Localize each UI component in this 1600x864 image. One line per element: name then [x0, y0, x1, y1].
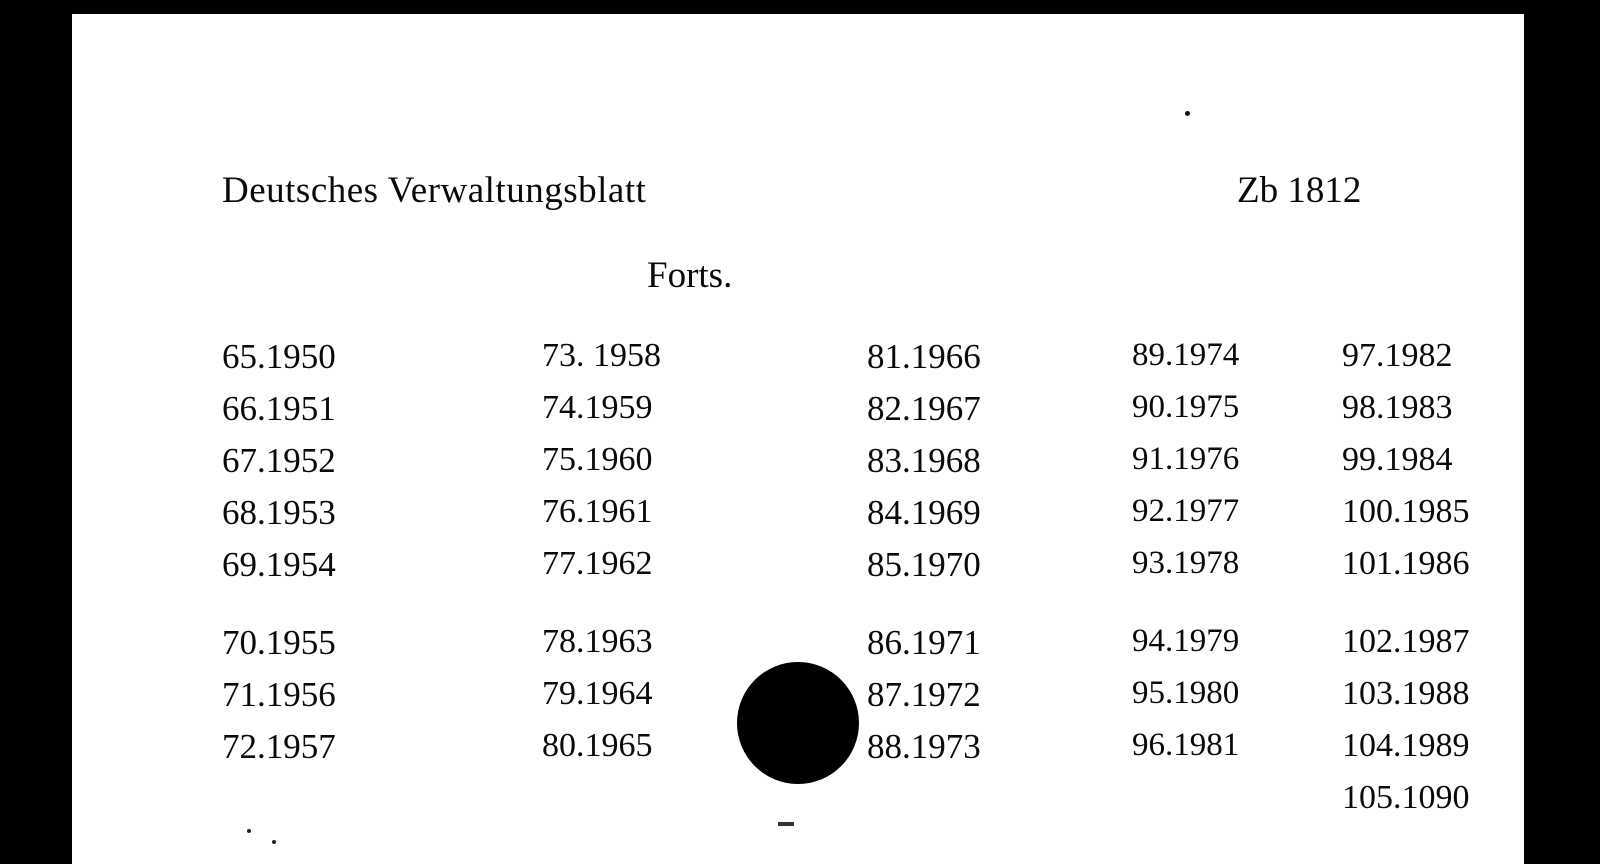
list-item: 99.1984	[1342, 441, 1453, 478]
list-item: 84.1969	[867, 493, 981, 532]
holdings-column	[1342, 339, 1470, 833]
ink-speck-icon	[247, 829, 251, 833]
list-item: 98.1983	[1342, 389, 1453, 426]
ink-blob-icon	[737, 662, 859, 784]
list-item: 94.1979	[1132, 623, 1240, 659]
list-item: 71.1956	[222, 675, 336, 714]
list-item: 77.1962	[542, 545, 653, 582]
holdings-column	[542, 339, 661, 781]
page-title: Deutsches Verwaltungsblatt	[222, 170, 647, 211]
list-item: 78.1963	[542, 623, 653, 660]
ink-speck-icon	[272, 840, 276, 844]
holdings-column	[1132, 339, 1239, 781]
list-item: 103.1988	[1342, 675, 1470, 712]
list-item: 97.1982	[1342, 337, 1453, 374]
list-item: 83.1968	[867, 441, 981, 480]
holdings-column	[867, 339, 981, 781]
card-header	[222, 169, 1422, 219]
list-item: 86.1971	[867, 623, 981, 662]
list-item: 89.1974	[1132, 337, 1240, 373]
continuation-label: Forts.	[647, 255, 733, 296]
list-item: 105.1090	[1342, 779, 1470, 816]
list-item: 70.1955	[222, 623, 336, 662]
shelfmark: Zb 1812	[1237, 170, 1362, 211]
catalog-card	[72, 14, 1524, 864]
list-item: 104.1989	[1342, 727, 1470, 764]
list-item: 68.1953	[222, 493, 336, 532]
list-item: 69.1954	[222, 545, 336, 584]
list-item: 74.1959	[542, 389, 653, 426]
list-item: 95.1980	[1132, 675, 1240, 711]
list-item: 65.1950	[222, 337, 336, 376]
list-item: 100.1985	[1342, 493, 1470, 530]
list-item: 93.1978	[1132, 545, 1240, 581]
list-item: 87.1972	[867, 675, 981, 714]
ink-speck-icon	[1185, 111, 1190, 116]
list-item: 88.1973	[867, 727, 981, 766]
list-item: 80.1965	[542, 727, 653, 764]
list-item: 66.1951	[222, 389, 336, 428]
list-item: 76.1961	[542, 493, 653, 530]
list-item: 75.1960	[542, 441, 653, 478]
list-item: 90.1975	[1132, 389, 1240, 425]
list-item: 81.1966	[867, 337, 981, 376]
list-item: 82.1967	[867, 389, 981, 428]
list-item: 72.1957	[222, 727, 336, 766]
holdings-column	[222, 339, 336, 781]
list-item: 96.1981	[1132, 727, 1240, 763]
list-item: 85.1970	[867, 545, 981, 584]
list-item: 92.1977	[1132, 493, 1240, 529]
list-item: 102.1987	[1342, 623, 1470, 660]
list-item: 101.1986	[1342, 545, 1470, 582]
list-item: 91.1976	[1132, 441, 1240, 477]
list-item: 67.1952	[222, 441, 336, 480]
list-item: 73. 1958	[542, 337, 661, 374]
list-item: 79.1964	[542, 675, 653, 712]
ink-speck-icon	[778, 822, 794, 826]
